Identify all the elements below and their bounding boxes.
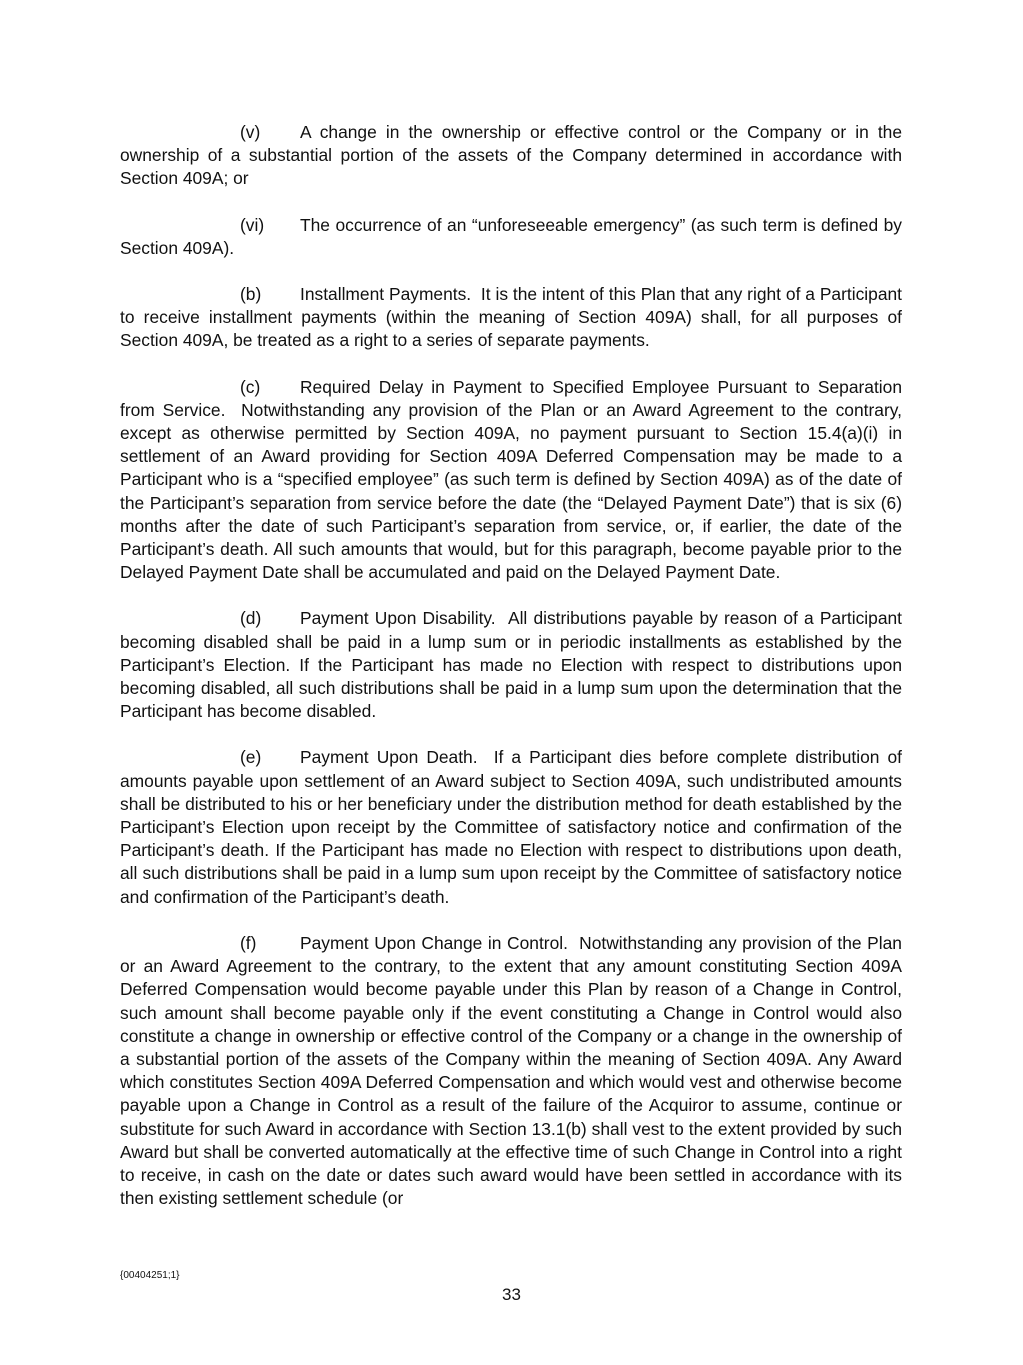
document-id: {00404251;1}: [120, 1270, 180, 1281]
paragraph-title: Required Delay in Payment to Specified Employee Pursuant to Separation from Service.: [120, 376, 902, 420]
body-text: [120, 121, 902, 1233]
paragraph-body: If a Participant dies before complete distribution of amounts payable upon settlement of an Award subject to Section 409A, such undistributed amounts shall be distributed to his or her beneficiary under the distribution method for death established by the Participant’s Election upon receipt by the Committee of satisfactory notice and confirmation of the Participant’s death. If the Participant has made no Election with respect to distributions upon death, all such distributions shall be paid in a lump sum upon receipt by the Committee of satisfactory notice and confirmation of the Participant’s death.: [120, 747, 902, 907]
paragraph-f: [120, 932, 902, 1210]
paragraph-label: (vi): [240, 214, 265, 235]
paragraph-d: [120, 607, 902, 723]
paragraph-title: Installment Payments.: [300, 284, 472, 305]
paragraph-e: [120, 746, 902, 908]
paragraph-label: (b): [240, 284, 262, 305]
paragraph-title: Payment Upon Death.: [300, 747, 478, 768]
paragraph-vi: [120, 214, 902, 260]
paragraph-title: Payment Upon Disability.: [300, 608, 496, 629]
paragraph-label: (c): [240, 376, 261, 397]
paragraph-v: [120, 121, 902, 191]
paragraph-body: It is the intent of this Plan that any right of a Participant to receive installment payments (within the meaning of Section 409A) shall, for all purposes of Section 409A, be treated as a right to a series of separate payments.: [120, 284, 902, 351]
paragraph-body: The occurrence of an “unforeseeable emergency” (as such term is defined by Section 409A).: [120, 214, 902, 258]
paragraph-body: A change in the ownership or effective control or the Company or in the ownership of a substantial portion of the assets of the Company determined in accordance with Section 409A; or: [120, 122, 902, 189]
paragraph-body: All distributions payable by reason of a Participant becoming disabled shall be paid in a lump sum or in periodic installments as established by the Participant’s Election. If the Participant has made no Election with respect to distributions upon becoming disabled, all such distributions shall be paid in a lump sum upon the determination that the Participant has become disabled.: [120, 608, 902, 722]
paragraph-label: (v): [240, 122, 261, 142]
paragraph-body: Notwithstanding any provision of the Plan or an Award Agreement to the contrary, to the extent that any amount constituting Section 409A Deferred Compensation would become payable under this Plan by reason of a Change in Control, such amount shall become payable only if the event constituting a Change in Control would also constitute a change in ownership or effective control of the Company or a change in the ownership of a substantial portion of the assets of the Company within the meaning of Section 409A. Any Award which constitutes Section 409A Deferred Compensation and which would vest and otherwise become payable upon a Change in Control as a result of the failure of the Acquiror to assume, continue or substitute for such Award in accordance with Section 13.1(b) shall vest to the extent provided by such Award but shall be converted automatically at the effective time of such Change in Control into a right to receive, in cash on the date or dates such award would have been settled in accordance with its then existing settlement schedule (or: [120, 932, 902, 1209]
paragraph-b: [120, 283, 902, 353]
page-number: 33: [502, 1285, 521, 1304]
paragraph-body: Notwithstanding any provision of the Plan or an Award Agreement to the contrary, except as otherwise permitted by Section 409A, no payment pursuant to Section 15.4(a)(i) in settlement of an Award providing for Section 409A Deferred Compensation may be made to a Participant who is a “specified employee” (as such term is defined by Section 409A) as of the date of the Participant’s separation from service before the date (the “Delayed Payment Date”) that is six (6) months after the date of such Participant’s separation from service, or, if earlier, the date of the Participant’s death. All such amounts that would, but for this paragraph, become payable prior to the Delayed Payment Date shall be accumulated and paid on the Delayed Payment Date.: [120, 399, 902, 583]
paragraph-c: [120, 376, 902, 585]
paragraph-title: Payment Upon Change in Control.: [300, 932, 568, 953]
paragraph-label: (d): [240, 608, 262, 629]
paragraph-label: (f): [240, 932, 257, 953]
paragraph-label: (e): [240, 747, 262, 768]
